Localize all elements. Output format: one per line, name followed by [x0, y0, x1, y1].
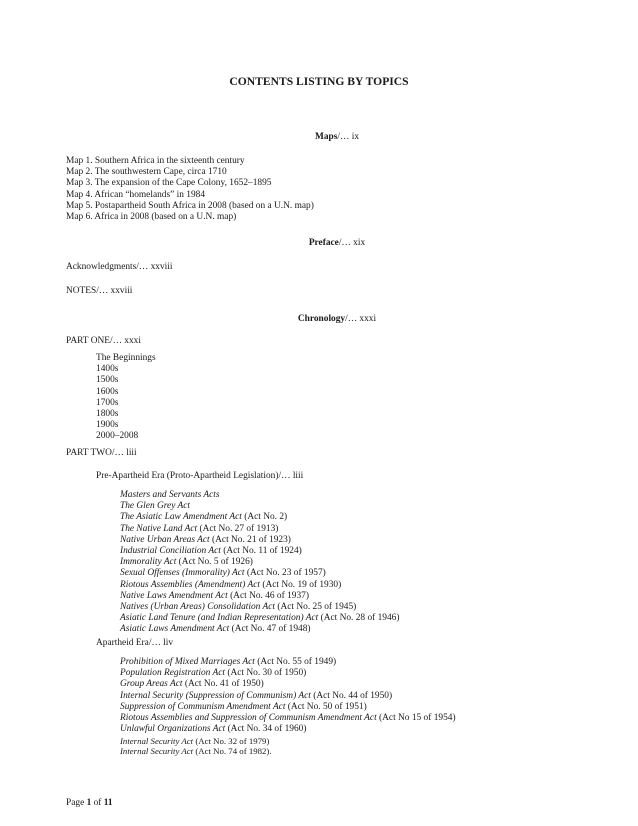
list-item: Riotous Assemblies (Amendment) Act (Act No. 19 of 1930) [120, 579, 342, 590]
chronology-heading: Chronology/… xxxi [297, 314, 377, 324]
list-item: Masters and Servants Acts [120, 490, 220, 500]
apartheid-label: Apartheid Era/… liv [96, 638, 174, 648]
list-item: Population Registration Act (Act No. 30 of 1950) [120, 668, 307, 679]
list-item: Map 5. Postapartheid South Africa in 2008 (based on a U.N. map) [66, 200, 314, 211]
list-item: Unlawful Organizations Act (Act No. 34 of 1960) [120, 724, 307, 735]
list-item: The Native Land Act (Act No. 27 of 1913) [120, 523, 279, 534]
list-item: Group Areas Act (Act No. 41 of 1950) [120, 679, 264, 690]
part-one-label: PART ONE/… xxxi [66, 336, 141, 346]
list-item: Immorality Act (Act No. 5 of 1926) [120, 557, 253, 568]
list-item: Map 2. The southwestern Cape, circa 1710 [66, 167, 227, 178]
list-item: Asiatic Land Tenure (and Indian Representation) Act (Act No. 28 of 1946) [120, 613, 400, 624]
notes-entry: NOTES/… xxviii [66, 286, 133, 296]
list-item: 2000–2008 [96, 431, 139, 442]
list-item: Map 4. African “homelands” in 1984 [66, 189, 206, 200]
list-item: Asiatic Laws Amendment Act (Act No. 47 of 1948) [120, 624, 311, 635]
list-item: Native Urban Areas Act (Act No. 21 of 1923) [120, 534, 291, 545]
part-one-list [96, 353, 156, 443]
page-footer: Page 1 of 11 [66, 798, 113, 808]
list-item: 1700s [96, 397, 119, 408]
maps-heading: Maps/… ix [314, 132, 360, 142]
list-item: The Asiatic Law Amendment Act (Act No. 2) [120, 512, 288, 523]
maps-list [66, 156, 314, 223]
part-two-label: PART TWO/… liii [66, 448, 137, 458]
list-item: Industrial Conciliation Act (Act No. 11 of 1924) [120, 545, 302, 556]
list-item: 1400s [96, 364, 119, 375]
list-item: Prohibition of Mixed Marriages Act (Act No. 55 of 1949) [120, 657, 337, 667]
apartheid-acts [120, 657, 456, 735]
list-item: Internal Security Act (Act No. 32 of 1979) [120, 736, 270, 746]
page-title: CONTENTS LISTING BY TOPICS [229, 75, 409, 88]
list-item: Native Laws Amendment Act (Act No. 46 of 1937) [120, 590, 309, 601]
list-item: Map 1. Southern Africa in the sixteenth century [66, 156, 245, 166]
pre-apartheid-acts [120, 490, 400, 635]
list-item: Suppression of Communism Amendment Act (Act No. 50 of 1951) [120, 701, 367, 712]
list-item: 1800s [96, 408, 119, 419]
list-item: 1600s [96, 386, 119, 397]
list-item: Map 6. Africa in 2008 (based on a U.N. map) [66, 211, 237, 222]
list-item: Internal Security Act (Act No. 74 of 1982). [120, 746, 272, 757]
acknowledgments-entry: Acknowledgments/… xxviii [66, 262, 173, 272]
list-item: Riotous Assemblies and Suppression of Communism Amendment Act (Act No 15 of 1954) [120, 712, 456, 723]
list-item: Natives (Urban Areas) Consolidation Act (Act No. 25 of 1945) [120, 601, 357, 612]
list-item: Map 3. The expansion of the Cape Colony, 1652–1895 [66, 178, 272, 189]
list-item: The Glen Grey Act [120, 501, 191, 512]
list-item: 1500s [96, 375, 119, 386]
pre-apartheid-label: Pre-Apartheid Era (Proto-Apartheid Legislation)/… liii [96, 471, 304, 481]
list-item: The Beginnings [96, 353, 156, 363]
list-item: Sexual Offenses (Immorality) Act (Act No. 23 of 1957) [120, 568, 326, 579]
apartheid-acts-small [120, 736, 272, 757]
list-item: Internal Security (Suppression of Communism) Act (Act No. 44 of 1950) [120, 690, 393, 701]
list-item: 1900s [96, 420, 119, 431]
preface-heading: Preface/… xix [308, 238, 366, 248]
